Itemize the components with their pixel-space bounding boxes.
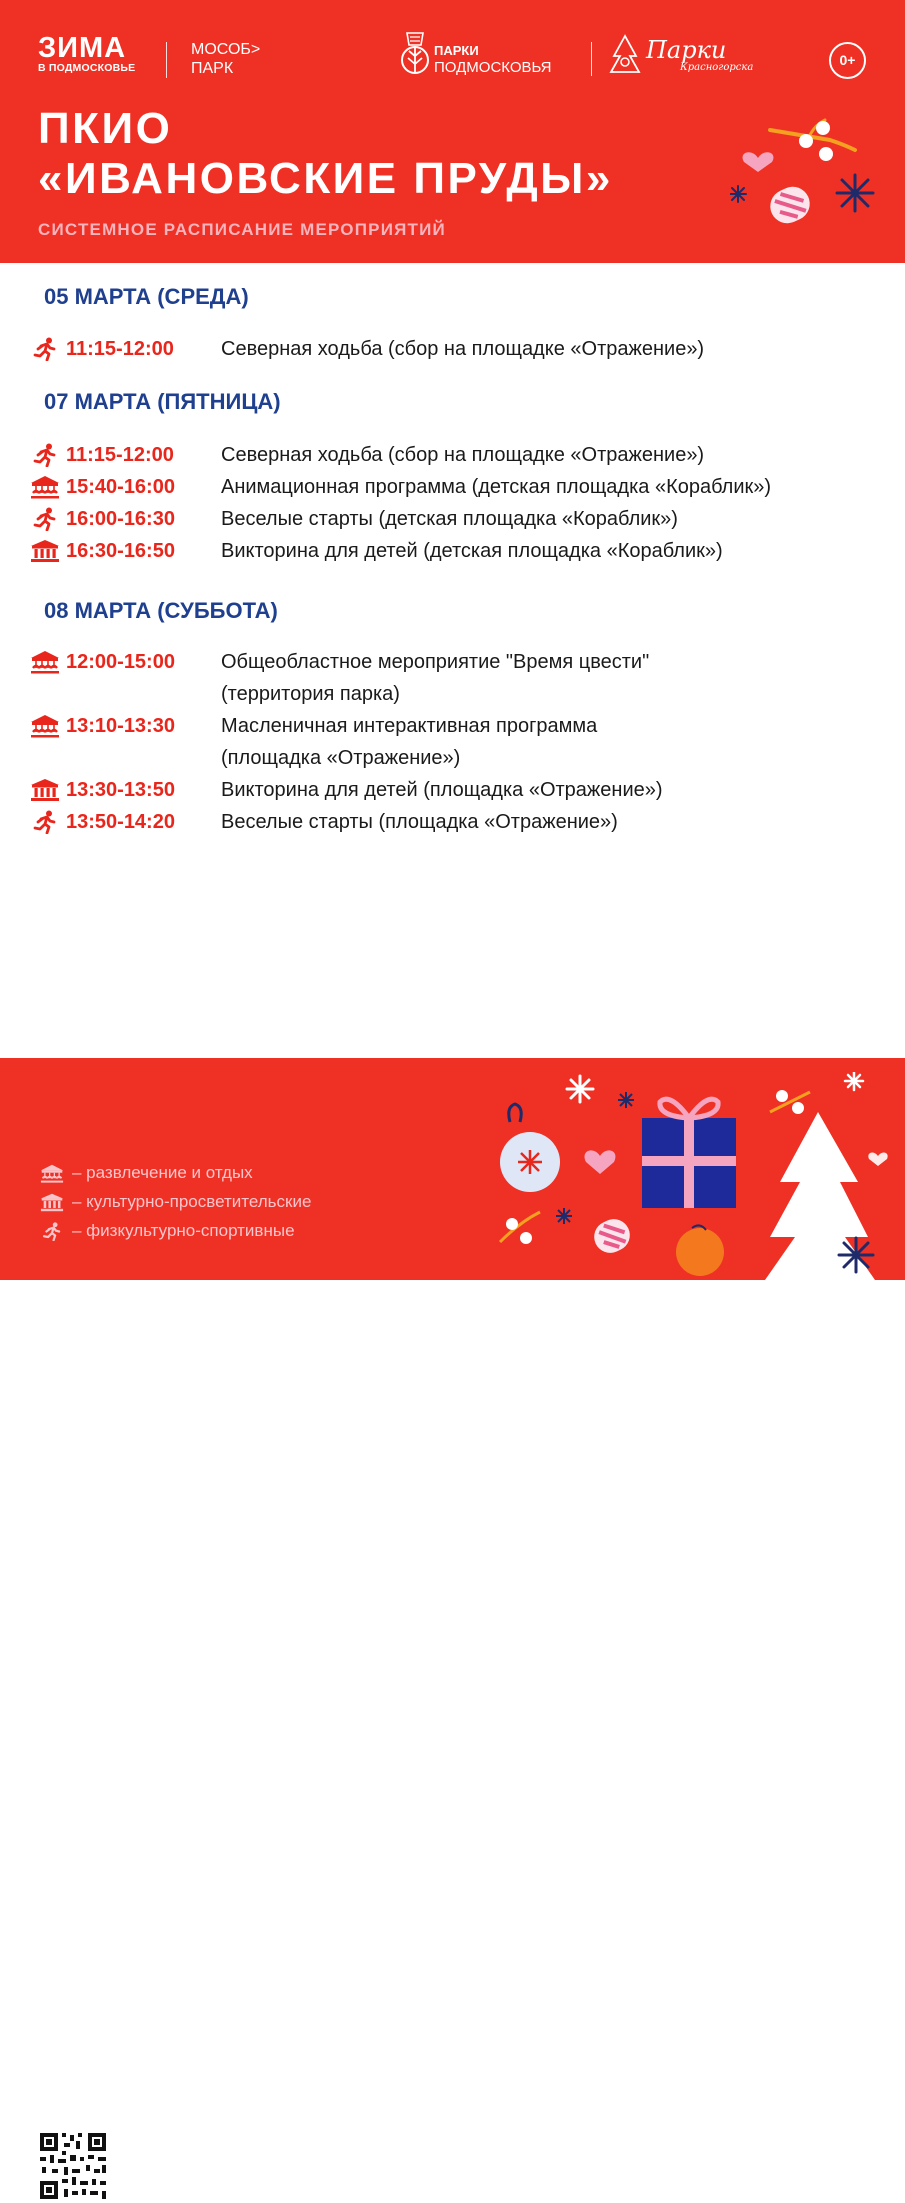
- legend-label: – культурно-просветительские: [72, 1192, 312, 1211]
- event-time: 16:30-16:50: [66, 540, 175, 562]
- winter-decoration-header: [730, 110, 890, 240]
- header-banner: [0, 0, 905, 263]
- logo-mosob-line1: МОСОБ>: [191, 41, 261, 58]
- telegram-qr-code[interactable]: [36, 2129, 110, 2203]
- carousel-icon: [30, 475, 60, 499]
- telegram-caption-line2: Telegram-канале: [127, 2167, 243, 2184]
- carousel-icon: [30, 714, 60, 738]
- logo-parki-krasnogorska: [608, 34, 754, 81]
- museum-icon: [30, 778, 60, 802]
- pine-cone-icon: [400, 30, 430, 78]
- event-time: 13:50-14:20: [66, 811, 175, 833]
- event-time: 11:15-12:00: [66, 444, 174, 466]
- event-time: 16:00-16:30: [66, 508, 175, 530]
- logo-krasn-script: Парки: [646, 36, 727, 64]
- event-description-line2: (территория парка): [221, 683, 400, 705]
- logo-krasn-sub: Красногорска: [680, 62, 754, 73]
- running-man-icon: [30, 507, 60, 531]
- day-heading: 05 МАРТА (СРЕДА): [44, 284, 249, 309]
- event-description: Северная ходьба (сбор на площадке «Отражение»): [221, 338, 705, 360]
- event-time: 15:40-16:00: [66, 476, 175, 498]
- event-time: 13:10-13:30: [66, 715, 175, 737]
- logo-divider-2: [591, 42, 592, 76]
- footer-banner: [0, 1058, 905, 2184]
- winter-decoration-footer: [480, 1072, 900, 1280]
- logo-parki-line1: ПАРКИ: [434, 43, 479, 58]
- event-description: Веселые старты (детская площадка «Кораблик»): [221, 508, 678, 530]
- day-heading: 07 МАРТА (ПЯТНИЦА): [44, 389, 281, 414]
- running-man-icon: [30, 443, 60, 467]
- logo-zima-title: ЗИМА: [38, 32, 127, 64]
- museum-icon: [30, 539, 60, 563]
- telegram-caption: [127, 2144, 243, 2186]
- page-title-line1: ПКИО: [38, 104, 173, 153]
- page-title-line2: «ИВАНОВСКИЕ ПРУДЫ»: [38, 154, 613, 203]
- logo-mosob-line2: ПАРК: [191, 60, 234, 77]
- event-time: 12:00-15:00: [66, 651, 175, 673]
- event-description: Общеобластное мероприятие "Время цвести": [221, 651, 650, 673]
- event-description: Викторина для детей (детская площадка «Кораблик»): [221, 540, 723, 562]
- logo-mosobpark: [191, 40, 260, 78]
- legend-label: – развлечение и отдых: [72, 1163, 253, 1182]
- telegram-caption-line1: Подробности в: [127, 2146, 232, 2163]
- event-description: Северная ходьба (сбор на площадке «Отражение»): [221, 444, 705, 466]
- logo-divider: [166, 42, 167, 78]
- day-heading: 08 МАРТА (СУББОТА): [44, 598, 278, 623]
- logo-parki-line2: ПОДМОСКОВЬЯ: [434, 59, 552, 76]
- event-description: Масленичная интерактивная программа: [221, 715, 598, 737]
- event-description-line2: (площадка «Отражение»): [221, 747, 461, 769]
- logo-zima: [38, 34, 135, 74]
- age-rating-badge: 0+: [829, 42, 866, 79]
- tree-lyre-icon: [608, 34, 642, 76]
- event-description: Веселые старты (площадка «Отражение»): [221, 811, 618, 833]
- event-description: Викторина для детей (площадка «Отражение»): [221, 779, 663, 801]
- event-time: 13:30-13:50: [66, 779, 175, 801]
- running-man-icon: [30, 810, 60, 834]
- event-description: Анимационная программа (детская площадка «Кораблик»): [221, 476, 772, 498]
- legend-label: – физкультурно-спортивные: [72, 1221, 295, 1240]
- carousel-icon: [30, 650, 60, 674]
- logo-zima-sub: В ПОДМОСКОВЬЕ: [38, 62, 136, 74]
- running-man-icon: [30, 337, 60, 361]
- logo-parki-podmoskovya: [400, 30, 552, 83]
- event-time: 11:15-12:00: [66, 338, 174, 360]
- page-subtitle: СИСТЕМНОЕ РАСПИСАНИЕ МЕРОПРИЯТИЙ: [38, 220, 446, 239]
